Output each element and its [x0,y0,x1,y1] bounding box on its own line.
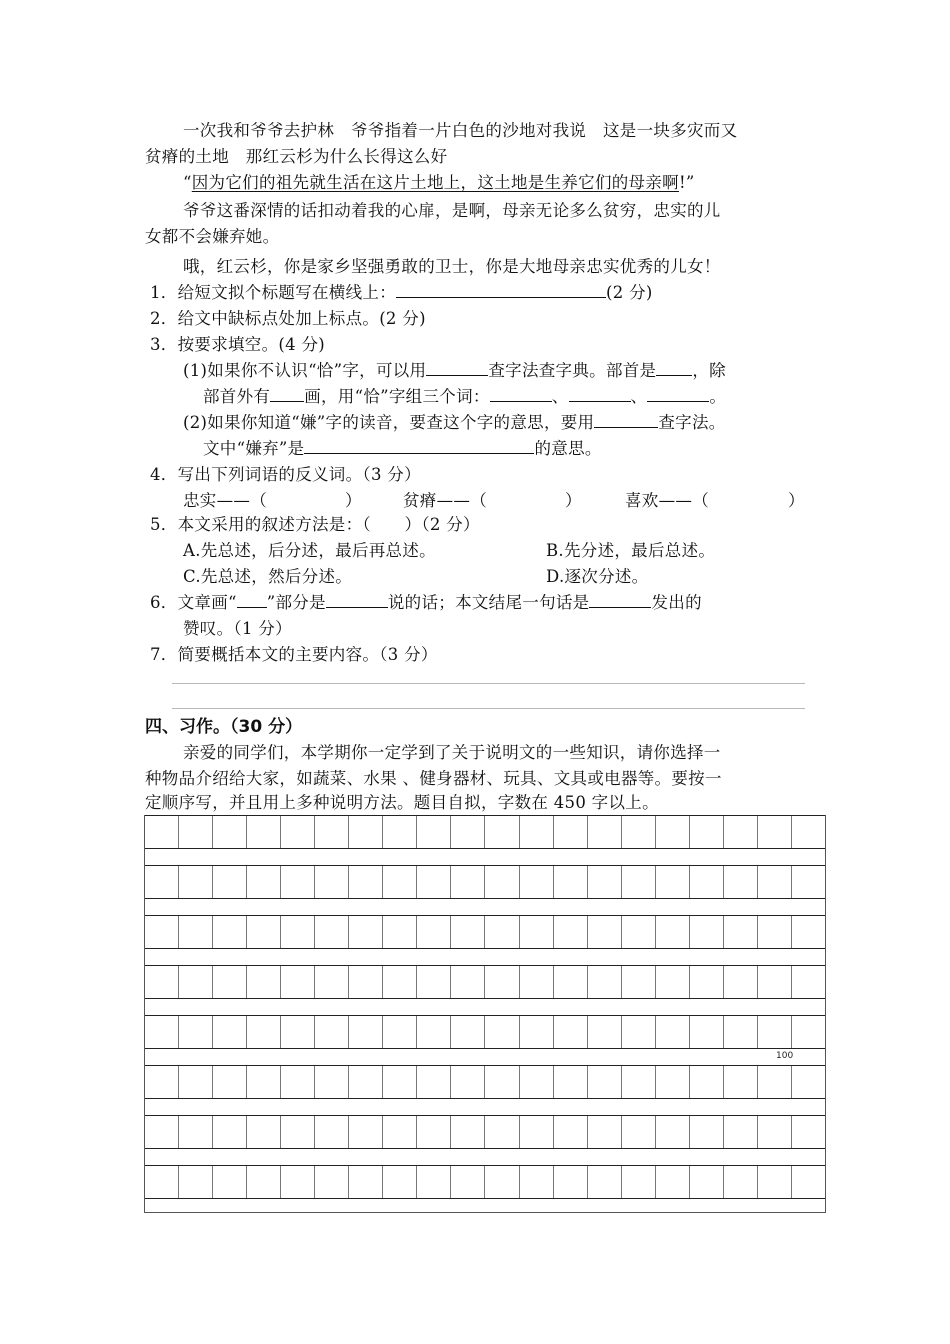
q6-text-b: ”部分是 [266,593,326,612]
title-answer-blank[interactable] [396,281,606,298]
antonym-close-3: ） [788,491,805,510]
grid-cell[interactable] [451,966,485,998]
composition-prompt-line-1: 亲爱的同学们，本学期你一定学到了关于说明文的一些知识，请你选择一 [183,743,721,762]
grid-cell[interactable] [520,866,554,898]
grid-cell[interactable] [485,916,519,948]
grid-cell[interactable] [724,866,758,898]
passage-paragraph-4: 哦，红云杉，你是家乡坚强勇敢的卫士，你是大地母亲忠实优秀的儿女！ [183,257,721,276]
word-count-marker: 100 [776,1051,794,1061]
grid-cell[interactable] [622,1166,656,1198]
grid-cell[interactable] [554,966,588,998]
grid-cell[interactable] [758,916,792,948]
sub-1-text-e: 画，用“恰”字组三个词： [304,387,490,406]
grid-cell[interactable] [792,1116,825,1148]
antonym-item-2: 贫瘠——（ [403,491,487,510]
grid-cell[interactable] [724,916,758,948]
grid-cell[interactable] [213,1166,247,1198]
question-4: 4．写出下列词语的反义词。（3 分） [150,465,421,484]
grid-cell[interactable] [247,916,281,948]
grid-cell[interactable] [520,1116,554,1148]
composition-heading: 四、习作。（30 分） [145,717,303,737]
grid-cell[interactable] [383,966,417,998]
grid-cell[interactable] [792,1016,825,1048]
grid-cell[interactable] [520,1166,554,1198]
question-3-sub-1-line-1 [183,358,726,384]
sub-1-text-b: 查字法查字典。部首是 [488,361,657,380]
grid-cell[interactable] [281,866,315,898]
grid-cell[interactable] [417,966,451,998]
grid-cell[interactable] [485,1166,519,1198]
grid-cell[interactable] [383,1116,417,1148]
question-6-line-2: 赞叹。（1 分） [183,619,292,638]
separator: 、 [630,387,648,406]
grid-cell[interactable] [315,1066,349,1098]
grid-cell[interactable] [758,1116,792,1148]
option-d[interactable]: D.逐次分述。 [546,567,649,586]
grid-row [145,915,825,949]
grid-cell[interactable] [145,1016,179,1048]
grid-row [145,1015,825,1049]
grid-cell[interactable] [485,966,519,998]
grid-cell[interactable] [213,866,247,898]
grid-cell[interactable] [520,1066,554,1098]
grid-cell[interactable] [179,1066,213,1098]
grid-cell[interactable] [588,1066,622,1098]
grid-cell[interactable] [792,866,825,898]
question-1 [150,280,653,306]
grid-cell[interactable] [758,1016,792,1048]
grid-cell[interactable] [417,1066,451,1098]
radical-blank[interactable] [656,359,692,376]
grid-cell[interactable] [349,1116,383,1148]
grid-cell[interactable] [485,816,519,848]
grid-cell[interactable] [690,866,724,898]
grid-cell[interactable] [724,816,758,848]
q6-text-c: 说的话；本文结尾一句话是 [387,593,590,612]
antonym-item-1 [183,488,267,514]
grid-row [145,1065,825,1099]
grid-cell[interactable] [690,1116,724,1148]
quote-close-mark: !” [678,173,695,192]
stroke-count-blank[interactable] [270,385,304,402]
grid-cell[interactable] [690,966,724,998]
grid-cell[interactable] [281,1166,315,1198]
grid-row [145,815,825,849]
sub-2-text-d: 的意思。 [534,439,602,458]
grid-row [145,1115,825,1149]
question-1-text: 1．给短文拟个标题写在横线上： [150,283,396,302]
grid-cell[interactable] [588,866,622,898]
question-7: 7．简要概括本文的主要内容。（3 分） [150,645,438,664]
underlined-quote: 因为它们的祖先就生活在这片土地上，这土地是生养它们的母亲啊 [191,173,679,192]
grid-cell[interactable] [588,1016,622,1048]
grid-cell[interactable] [451,816,485,848]
grid-cell[interactable] [451,916,485,948]
passage-paragraph-3-line-2: 女都不会嫌弃她。 [145,227,280,246]
grid-cell[interactable] [588,916,622,948]
grid-cell[interactable] [656,1116,690,1148]
grid-cell[interactable] [690,1016,724,1048]
grid-cell[interactable] [554,1116,588,1148]
grid-cell[interactable] [554,1016,588,1048]
grid-cell[interactable] [315,966,349,998]
word-blank-3[interactable] [647,385,709,402]
grid-cell[interactable] [349,1016,383,1048]
grid-cell[interactable] [145,1116,179,1148]
grid-cell[interactable] [417,866,451,898]
grid-cell[interactable] [179,1116,213,1148]
grid-cell[interactable] [315,816,349,848]
grid-cell[interactable] [485,866,519,898]
grid-cell[interactable] [281,916,315,948]
grid-cell[interactable] [417,1016,451,1048]
grid-cell[interactable] [520,916,554,948]
grid-cell[interactable] [656,866,690,898]
grid-cell[interactable] [281,816,315,848]
grid-cell[interactable] [622,1066,656,1098]
grid-cell[interactable] [758,966,792,998]
passage-paragraph-1-line-2: 贫瘠的土地 那红云杉为什么长得这么好 [145,147,448,166]
grid-cell[interactable] [656,1016,690,1048]
grid-cell[interactable] [213,1116,247,1148]
sub-2-text-c: 文中“嫌弃”是 [203,439,305,458]
grid-cell[interactable] [179,866,213,898]
grid-cell[interactable] [656,1066,690,1098]
grid-cell[interactable] [179,1166,213,1198]
grid-cell[interactable] [247,966,281,998]
grid-cell[interactable] [417,1166,451,1198]
grid-row [145,1165,825,1199]
grid-cell[interactable] [451,866,485,898]
grid-cell[interactable] [724,1166,758,1198]
grid-cell[interactable] [349,966,383,998]
sub-1-text-c: ，除 [692,361,726,380]
grid-cell[interactable] [179,816,213,848]
option-c[interactable]: C.先总述，然后分述。 [183,567,353,586]
grid-cell[interactable] [588,966,622,998]
grid-cell[interactable] [213,816,247,848]
grid-cell[interactable] [588,816,622,848]
grid-cell[interactable] [622,1016,656,1048]
grid-cell[interactable] [554,816,588,848]
grid-cell[interactable] [383,916,417,948]
option-a[interactable]: A.先总述，后分述，最后再总述。 [183,541,436,560]
passage-paragraph-1-line-1: 一次我和爷爷去护林 爷爷指着一片白色的沙地对我说 这是一块多灾而又 [183,121,738,140]
question-5: 5．本文采用的叙述方法是：（ ）（2 分） [150,515,480,534]
grid-cell[interactable] [588,1116,622,1148]
question-2: 2．给文中缺标点处加上标点。(2 分) [150,309,426,328]
grid-cell[interactable] [792,1066,825,1098]
author-blank[interactable] [589,591,651,608]
antonym-item-3: 喜欢——（ [625,491,709,510]
grid-cell[interactable] [485,1116,519,1148]
grid-cell[interactable] [315,866,349,898]
grid-row [145,965,825,999]
composition-prompt-line-3: 定顺序写，并且用上多种说明方法。题目自拟，字数在 450 字以上。 [145,793,659,812]
grid-cell[interactable] [451,1166,485,1198]
grid-cell[interactable] [724,1116,758,1148]
grid-cell[interactable] [179,1016,213,1048]
grid-cell[interactable] [247,1166,281,1198]
grid-cell[interactable] [213,1066,247,1098]
question-3-sub-1-line-2 [203,384,726,410]
grid-cell[interactable] [145,916,179,948]
grid-cell[interactable] [383,1016,417,1048]
grid-cell[interactable] [349,916,383,948]
antonym-close-2: ） [565,491,582,510]
grid-cell[interactable] [520,816,554,848]
grid-cell[interactable] [690,816,724,848]
grid-row [145,865,825,899]
grid-cell[interactable] [622,816,656,848]
underline-sample-blank [237,591,267,608]
grid-cell[interactable] [622,966,656,998]
meaning-blank[interactable] [304,437,534,454]
q6-text-d: 发出的 [651,593,702,612]
grid-cell[interactable] [622,1116,656,1148]
grid-cell[interactable] [315,1166,349,1198]
quote-open-mark: “ [183,173,192,192]
grid-cell[interactable] [247,1016,281,1048]
grid-cell[interactable] [724,966,758,998]
grid-cell[interactable] [724,1016,758,1048]
grid-cell[interactable] [485,1016,519,1048]
grid-cell[interactable] [213,966,247,998]
grid-cell[interactable] [656,916,690,948]
grid-cell[interactable] [315,916,349,948]
grid-cell[interactable] [145,1166,179,1198]
grid-cell[interactable] [656,966,690,998]
grid-cell[interactable] [383,816,417,848]
grid-cell[interactable] [281,1016,315,1048]
grid-cell[interactable] [179,916,213,948]
question-3-sub-2-line-1 [183,410,726,436]
grid-cell[interactable] [451,1066,485,1098]
grid-cell[interactable] [383,1166,417,1198]
grid-cell[interactable] [213,1016,247,1048]
composition-prompt-line-2: 种物品介绍给大家，如蔬菜、水果 、健身器材、玩具、文具或电器等。要按一 [145,769,722,788]
grid-cell[interactable] [349,1066,383,1098]
grid-cell[interactable] [315,1016,349,1048]
grid-cell[interactable] [349,816,383,848]
q6-text-a: 6．文章画“ [150,593,237,612]
antonym-close-1: ） [345,491,362,510]
grid-cell[interactable] [315,1116,349,1148]
grid-cell[interactable] [656,816,690,848]
grid-cell[interactable] [417,916,451,948]
word-blank-2[interactable] [569,385,631,402]
grid-cell[interactable] [520,966,554,998]
grid-cell[interactable] [383,866,417,898]
grid-cell[interactable] [554,866,588,898]
grid-cell[interactable] [247,816,281,848]
grid-cell[interactable] [724,1066,758,1098]
word-blank-1[interactable] [490,385,552,402]
grid-cell[interactable] [792,966,825,998]
lookup-method-blank-2[interactable] [594,411,658,428]
grid-cell[interactable] [554,1166,588,1198]
grid-cell[interactable] [485,1066,519,1098]
grid-cell[interactable] [349,866,383,898]
grid-cell[interactable] [554,1066,588,1098]
sub-1-text-d: 部首外有 [203,387,271,406]
question-3: 3．按要求填空。(4 分) [150,335,326,354]
grid-cell[interactable] [520,1016,554,1048]
question-6-line-1 [150,590,702,616]
separator: 、 [551,387,569,406]
grid-cell[interactable] [247,1066,281,1098]
grid-cell[interactable] [383,1066,417,1098]
grid-cell[interactable] [247,1116,281,1148]
grid-cell[interactable] [690,1066,724,1098]
sub-2-text-b: 查字法。 [658,413,726,432]
grid-cell[interactable] [656,1166,690,1198]
grid-cell[interactable] [690,916,724,948]
grid-cell[interactable] [145,816,179,848]
summary-answer-line-1[interactable] [172,683,805,684]
grid-cell[interactable] [281,1066,315,1098]
grid-cell[interactable] [281,966,315,998]
grid-cell[interactable] [758,1166,792,1198]
grid-cell[interactable] [758,866,792,898]
grid-cell[interactable] [417,816,451,848]
grid-cell[interactable] [622,916,656,948]
grid-cell[interactable] [349,1166,383,1198]
antonym-word-1: 忠实——（ [183,491,267,510]
lookup-method-blank[interactable] [426,359,488,376]
grid-cell[interactable] [145,966,179,998]
question-1-score: (2 分) [606,283,653,302]
grid-cell[interactable] [792,816,825,848]
grid-cell[interactable] [554,916,588,948]
writing-grid[interactable] [144,815,826,1213]
speaker-blank[interactable] [326,591,388,608]
sub-2-text-a: (2)如果你知道“嫌”字的读音，要查这个字的意思，要用 [183,413,595,432]
grid-cell[interactable] [417,1116,451,1148]
grid-cell[interactable] [145,866,179,898]
grid-cell[interactable] [213,916,247,948]
summary-answer-line-2[interactable] [172,708,805,709]
option-b[interactable]: B.先分述，最后总述。 [546,541,716,560]
grid-cell[interactable] [792,916,825,948]
grid-cell[interactable] [451,1016,485,1048]
question-3-sub-2-line-2 [203,436,602,462]
sub-1-text-a: (1)如果你不认识“恰”字，可以用 [183,361,427,380]
grid-cell[interactable] [247,866,281,898]
passage-paragraph-3-line-1: 爷爷这番深情的话扣动着我的心扉，是啊，母亲无论多么贫穷，忠实的儿 [183,201,721,220]
grid-cell[interactable] [451,1116,485,1148]
grid-cell[interactable] [792,1166,825,1198]
grid-cell[interactable] [145,1066,179,1098]
passage-quote [183,170,695,196]
grid-cell[interactable] [758,1066,792,1098]
grid-cell[interactable] [179,966,213,998]
grid-cell[interactable] [690,1166,724,1198]
grid-cell[interactable] [588,1166,622,1198]
grid-cell[interactable] [622,866,656,898]
period: 。 [709,387,727,406]
grid-cell[interactable] [758,816,792,848]
grid-cell[interactable] [281,1116,315,1148]
